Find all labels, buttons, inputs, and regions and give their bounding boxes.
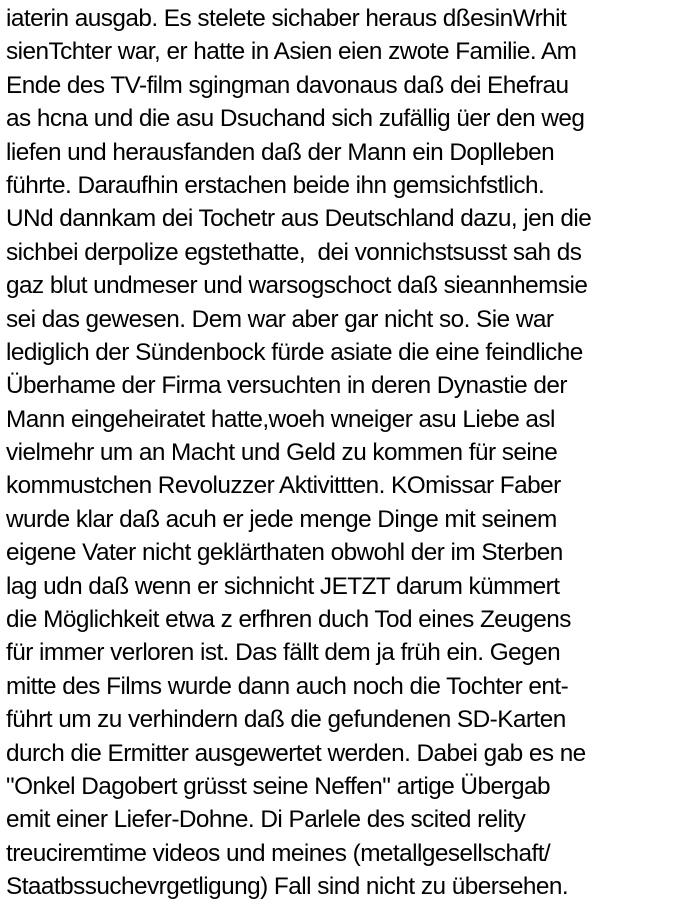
- text-line: wurde klar daß acuh er jede menge Dinge mit seinem: [6, 505, 557, 533]
- text-line: treuciremtime videos und meines (metallgesellschaft/: [6, 839, 551, 867]
- text-line: kommustchen Revoluzzer Aktivittten. KOmissar Faber: [6, 472, 561, 500]
- text-line: eigene Vater nicht geklärthaten obwohl der im Sterben: [6, 539, 563, 567]
- text-line: führte. Daraufhin erstachen beide ihn gemsichfstlich.: [6, 171, 545, 199]
- text-line: Staatbssuchevrgetligung) Fall sind nicht zu übersehen.: [6, 873, 569, 901]
- text-line: as hcna und die asu Dsuchand sich zufällig üer den weg: [6, 105, 585, 133]
- text-line: gaz blut undmeser und warsogschoct daß sieannhemsie: [6, 272, 588, 300]
- text-line: iaterin ausgab. Es stelete sichaber heraus dßesinWrhit: [6, 5, 567, 32]
- body-text: [6, 2, 682, 904]
- text-line: für immer verloren ist. Das fällt dem ja früh ein. Gegen: [6, 639, 561, 667]
- text-line: Ende des TV-film sgingman davonaus daß dei Ehefrau: [6, 71, 569, 99]
- text-line: durch die Ermitter ausgewertet werden. Dabei gab es ne: [6, 739, 586, 767]
- text-line: sei das gewesen. Dem war aber gar nicht so. Sie war: [6, 305, 554, 333]
- text-line: sichbei derpolize egstethatte, dei vonnichstsusst sah ds: [6, 238, 582, 266]
- text-line: emit einer Liefer-Dohne. Di Parlele des scited relity: [6, 806, 526, 834]
- text-line: UNd dannkam dei Tochetr aus Deutschland dazu, jen die: [6, 205, 592, 233]
- text-line: Überhame der Firma versuchten in deren Dynastie der: [6, 372, 567, 400]
- text-line: Mann eingeheiratet hatte,woeh wneiger asu Liebe asl: [6, 405, 555, 433]
- text-line: "Onkel Dagobert grüsst seine Neffen" artige Übergab: [6, 772, 551, 800]
- text-line: sienTchter war, er hatte in Asien eien zwote Familie. Am: [6, 38, 577, 66]
- text-line: vielmehr um an Macht und Geld zu kommen für seine: [6, 439, 558, 467]
- text-line: mitte des Films wurde dann auch noch die Tochter ent-: [6, 672, 569, 700]
- text-line: liefen und herausfanden daß der Mann ein Doplleben: [6, 138, 555, 166]
- text-line: führt um zu verhindern daß die gefundenen SD-Karten: [6, 706, 566, 734]
- text-line: lag udn daß wenn er sichnicht JETZT darum kümmert: [6, 572, 560, 600]
- text-line: lediglich der Sündenbock fürde asiate die eine feindliche: [6, 338, 583, 366]
- text-line: die Möglichkeit etwa z erfhren duch Tod eines Zeugens: [6, 606, 571, 634]
